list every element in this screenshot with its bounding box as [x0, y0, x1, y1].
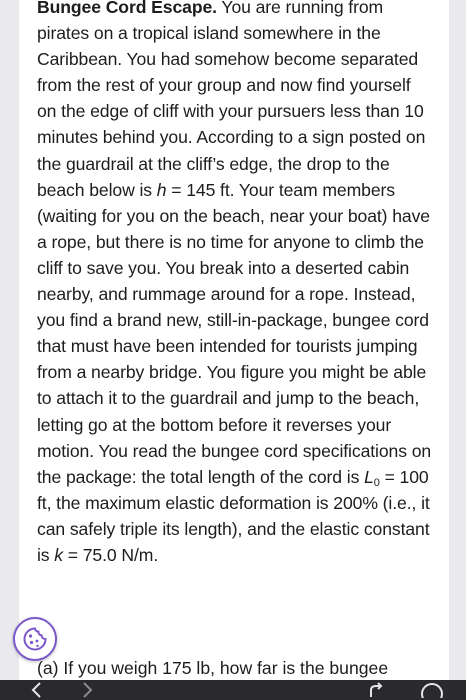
length-subscript: 0 — [373, 476, 380, 489]
problem-title: Bungee Cord Escape. — [37, 0, 217, 17]
part-a-question: (a) If you weigh 175 lb, how far is the bungee — [37, 658, 389, 678]
problem-statement — [37, 0, 432, 568]
back-arrow-icon[interactable] — [30, 682, 44, 698]
cookie-settings-button[interactable] — [13, 617, 57, 661]
compass-icon[interactable] — [420, 682, 444, 698]
problem-text-2: = 145 ft. Your team members (waiting for you on the beach, near your boat) have a rope, but there is no time for anyone to climb the cliff to save you. You break into a deserted cabin nearby, and rummage around for a rope. Instead, you find a brand new, still-in-package, bungee cord that must have been intended for tourists jumping from a nearby bridge. You figure you might be able to attach it to the guardrail and jump to the beach, letting go at the bottom before it reverses your motion. You read the bungee cord specifications on the package: the total length of the cord is — [37, 179, 432, 487]
problem-text-4: = 75.0 N/m. — [63, 544, 159, 565]
share-icon[interactable] — [368, 682, 384, 698]
cookie-icon — [22, 626, 48, 652]
problem-text-3: = 100 ft, the maximum elastic deformation is 200% (i.e., it can safely triple its length), and the elastic constant is — [37, 466, 430, 565]
forward-arrow-icon[interactable] — [80, 682, 94, 698]
length-variable: L — [364, 466, 374, 487]
spring-constant-variable: k — [54, 544, 63, 565]
height-variable: h — [156, 179, 167, 200]
browser-toolbar — [0, 680, 466, 700]
problem-text-1: You are running from pirates on a tropical island somewhere in the Caribbean. You had somehow become separated from the rest of your group and now find yourself on the edge of cliff with your pursuers less than 10 minutes behind you. According to a sign posted on the guardrail at the cliff’s edge, the drop to the beach below is — [37, 0, 426, 200]
